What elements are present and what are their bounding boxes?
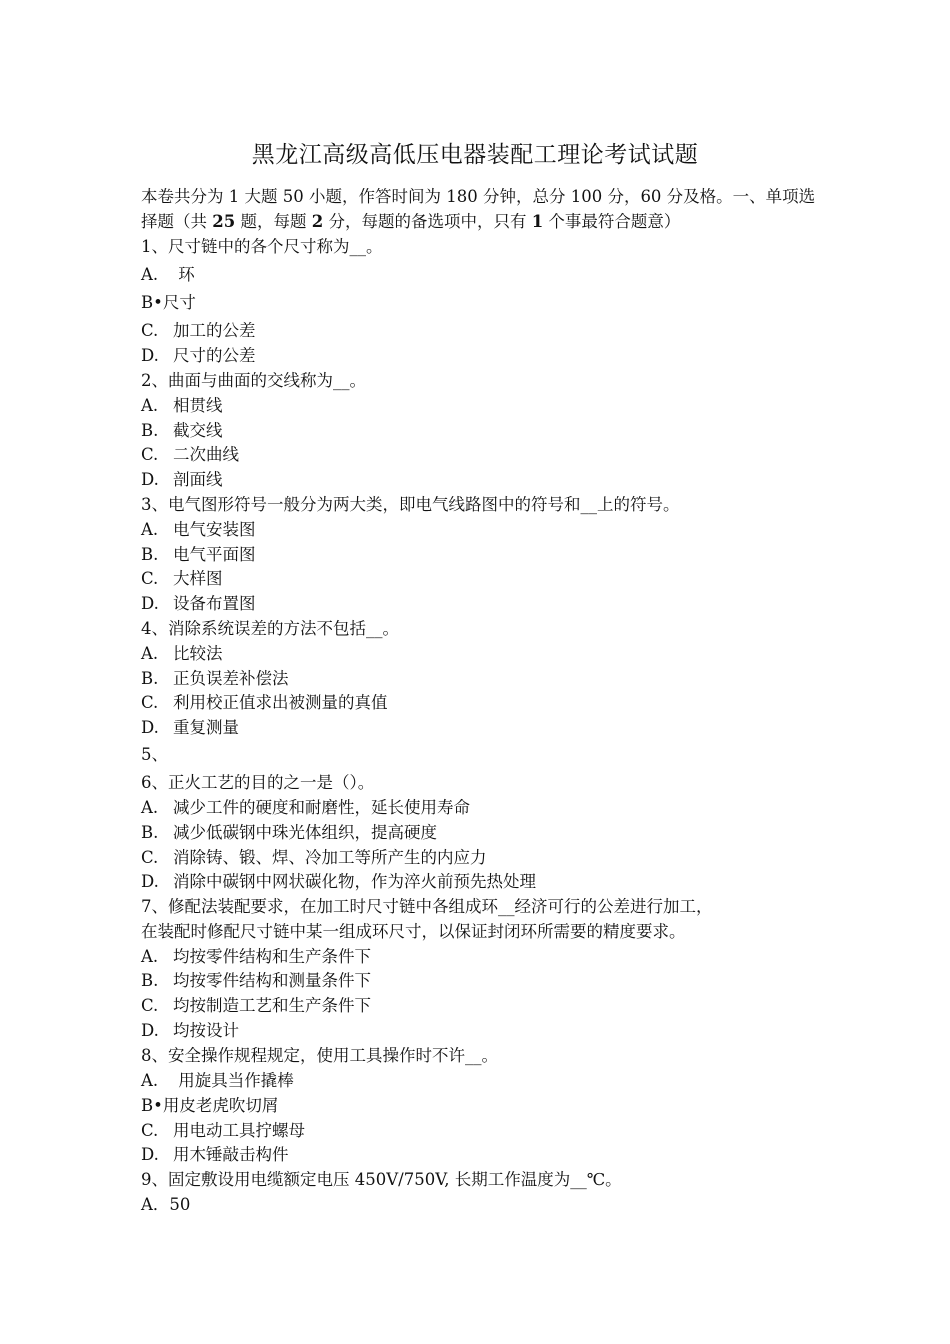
option-letter: B. <box>141 823 159 842</box>
answer-option <box>141 420 223 442</box>
answer-option <box>141 1070 294 1092</box>
option-text: 截交线 <box>173 421 223 440</box>
question-stem-continued: 在装配时修配尺寸链中某一组成环尺寸，以保证封闭环所需要的精度要求。 <box>141 922 686 941</box>
option-text: 大样图 <box>173 569 223 588</box>
option-text: 用木锤敲击构件 <box>173 1145 289 1164</box>
question-stem: 6、正火工艺的目的之一是（）。 <box>141 773 375 792</box>
answer-option <box>141 995 371 1017</box>
option-letter: D. <box>141 346 159 365</box>
option-text: 用皮老虎吹切屑 <box>162 1096 279 1115</box>
answer-option <box>141 871 536 893</box>
option-letter: C. <box>141 693 159 712</box>
option-text: 减少工件的硬度和耐磨性，延长使用寿命 <box>173 798 470 817</box>
option-letter: D. <box>141 470 159 489</box>
option-letter: A． <box>141 1195 170 1214</box>
question-stem: 2、曲面与曲面的交线称为__。 <box>141 371 366 390</box>
option-text: 比较法 <box>173 644 223 663</box>
question-stem: 7、修配法装配要求，在加工时尺寸链中各组成环__经济可行的公差进行加工， <box>141 897 713 916</box>
option-text: 均按制造工艺和生产条件下 <box>173 996 371 1015</box>
option-text: 二次曲线 <box>173 445 239 464</box>
option-letter: C. <box>141 1121 159 1140</box>
option-text: 电气平面图 <box>173 545 256 564</box>
option-letter: A. <box>141 396 159 415</box>
option-text: 尺寸的公差 <box>173 346 256 365</box>
answer-option <box>141 320 256 342</box>
answer-option <box>141 1020 239 1042</box>
option-letter: A. <box>141 947 159 966</box>
answer-option <box>141 1120 305 1142</box>
answer-option <box>141 593 256 615</box>
answer-option <box>141 847 487 869</box>
option-letter: B. <box>141 669 159 688</box>
answer-option <box>141 444 239 466</box>
option-text: 尺寸 <box>162 293 196 312</box>
answer-option <box>141 345 256 367</box>
option-letter: A. <box>141 520 159 539</box>
intro-num-questions: 25 <box>212 212 236 231</box>
option-text: 用旋具当作撬棒 <box>173 1071 294 1090</box>
option-text: 用电动工具拧螺母 <box>173 1121 305 1140</box>
option-text: 50 <box>169 1195 191 1214</box>
option-text: 消除中碳钢中网状碳化物，作为淬火前预先热处理 <box>173 872 536 891</box>
answer-option <box>141 1144 289 1166</box>
answer-option <box>141 292 196 314</box>
option-letter: A. <box>141 265 159 284</box>
question-stem: 5、 <box>141 745 168 764</box>
intro-text-4: 个事最符合题意） <box>543 212 681 231</box>
answer-option <box>141 797 470 819</box>
answer-option <box>141 946 371 968</box>
option-letter: A. <box>141 798 159 817</box>
option-letter: D. <box>141 1021 159 1040</box>
option-letter: C. <box>141 569 159 588</box>
exam-instructions <box>141 184 821 234</box>
option-text: 正负误差补偿法 <box>173 669 289 688</box>
question-stem: 4、消除系统误差的方法不包括__。 <box>141 619 399 638</box>
answer-option <box>141 643 223 665</box>
answer-option <box>141 544 256 566</box>
answer-option <box>141 1194 190 1216</box>
answer-option <box>141 264 195 286</box>
option-letter: A. <box>141 1071 159 1090</box>
option-text: 重复测量 <box>173 718 239 737</box>
answer-option <box>141 692 388 714</box>
option-letter: B• <box>141 293 163 312</box>
question-stem: 3、电气图形符号一般分为两大类，即电气线路图中的符号和__上的符号。 <box>141 495 680 514</box>
option-letter: A. <box>141 644 159 663</box>
option-letter: D. <box>141 594 159 613</box>
question-stem: 1、尺寸链中的各个尺寸称为__。 <box>141 237 383 256</box>
option-letter: D. <box>141 718 159 737</box>
option-text: 相贯线 <box>173 396 223 415</box>
option-text: 利用校正值求出被测量的真值 <box>173 693 388 712</box>
option-letter: C. <box>141 848 159 867</box>
option-text: 均按设计 <box>173 1021 239 1040</box>
option-text: 环 <box>173 265 195 284</box>
option-letter: D. <box>141 872 159 891</box>
answer-option <box>141 519 256 541</box>
option-text: 减少低碳钢中珠光体组织，提高硬度 <box>173 823 437 842</box>
answer-option <box>141 822 437 844</box>
question-stem: 8、安全操作规程规定，使用工具操作时不许__。 <box>141 1046 498 1065</box>
option-letter: B. <box>141 971 159 990</box>
option-text: 电气安装图 <box>173 520 256 539</box>
intro-text-1: 本卷共分为 1 大题 50 小题，作答时间为 180 分钟，总分 100 分，60 分及格。一、单项选择题（共 <box>141 187 816 231</box>
intro-text-2: 题，每题 <box>235 212 312 231</box>
option-text: 均按零件结构和测量条件下 <box>173 971 371 990</box>
option-letter: B• <box>141 1096 163 1115</box>
answer-option <box>141 717 239 739</box>
option-letter: C. <box>141 321 159 340</box>
answer-option <box>141 568 223 590</box>
answer-option <box>141 668 289 690</box>
option-letter: B. <box>141 421 159 440</box>
option-text: 剖面线 <box>173 470 223 489</box>
option-text: 消除铸、锻、焊、冷加工等所产生的内应力 <box>173 848 487 867</box>
option-letter: B. <box>141 545 159 564</box>
intro-text-3: 分，每题的备选项中，只有 <box>323 212 532 231</box>
option-text: 设备布置图 <box>173 594 256 613</box>
intro-one: 1 <box>531 212 544 231</box>
intro-points: 2 <box>311 212 324 231</box>
document-title: 黑龙江高级高低压电器装配工理论考试试题 <box>251 142 699 168</box>
option-text: 加工的公差 <box>173 321 256 340</box>
option-text: 均按零件结构和生产条件下 <box>173 947 371 966</box>
answer-option <box>141 970 371 992</box>
option-letter: D. <box>141 1145 159 1164</box>
answer-option <box>141 395 223 417</box>
answer-option <box>141 1095 278 1117</box>
question-stem: 9、固定敷设用电缆额定电压 450V/750V, 长期工作温度为__℃。 <box>141 1170 622 1189</box>
option-letter: C. <box>141 445 159 464</box>
option-letter: C. <box>141 996 159 1015</box>
answer-option <box>141 469 223 491</box>
